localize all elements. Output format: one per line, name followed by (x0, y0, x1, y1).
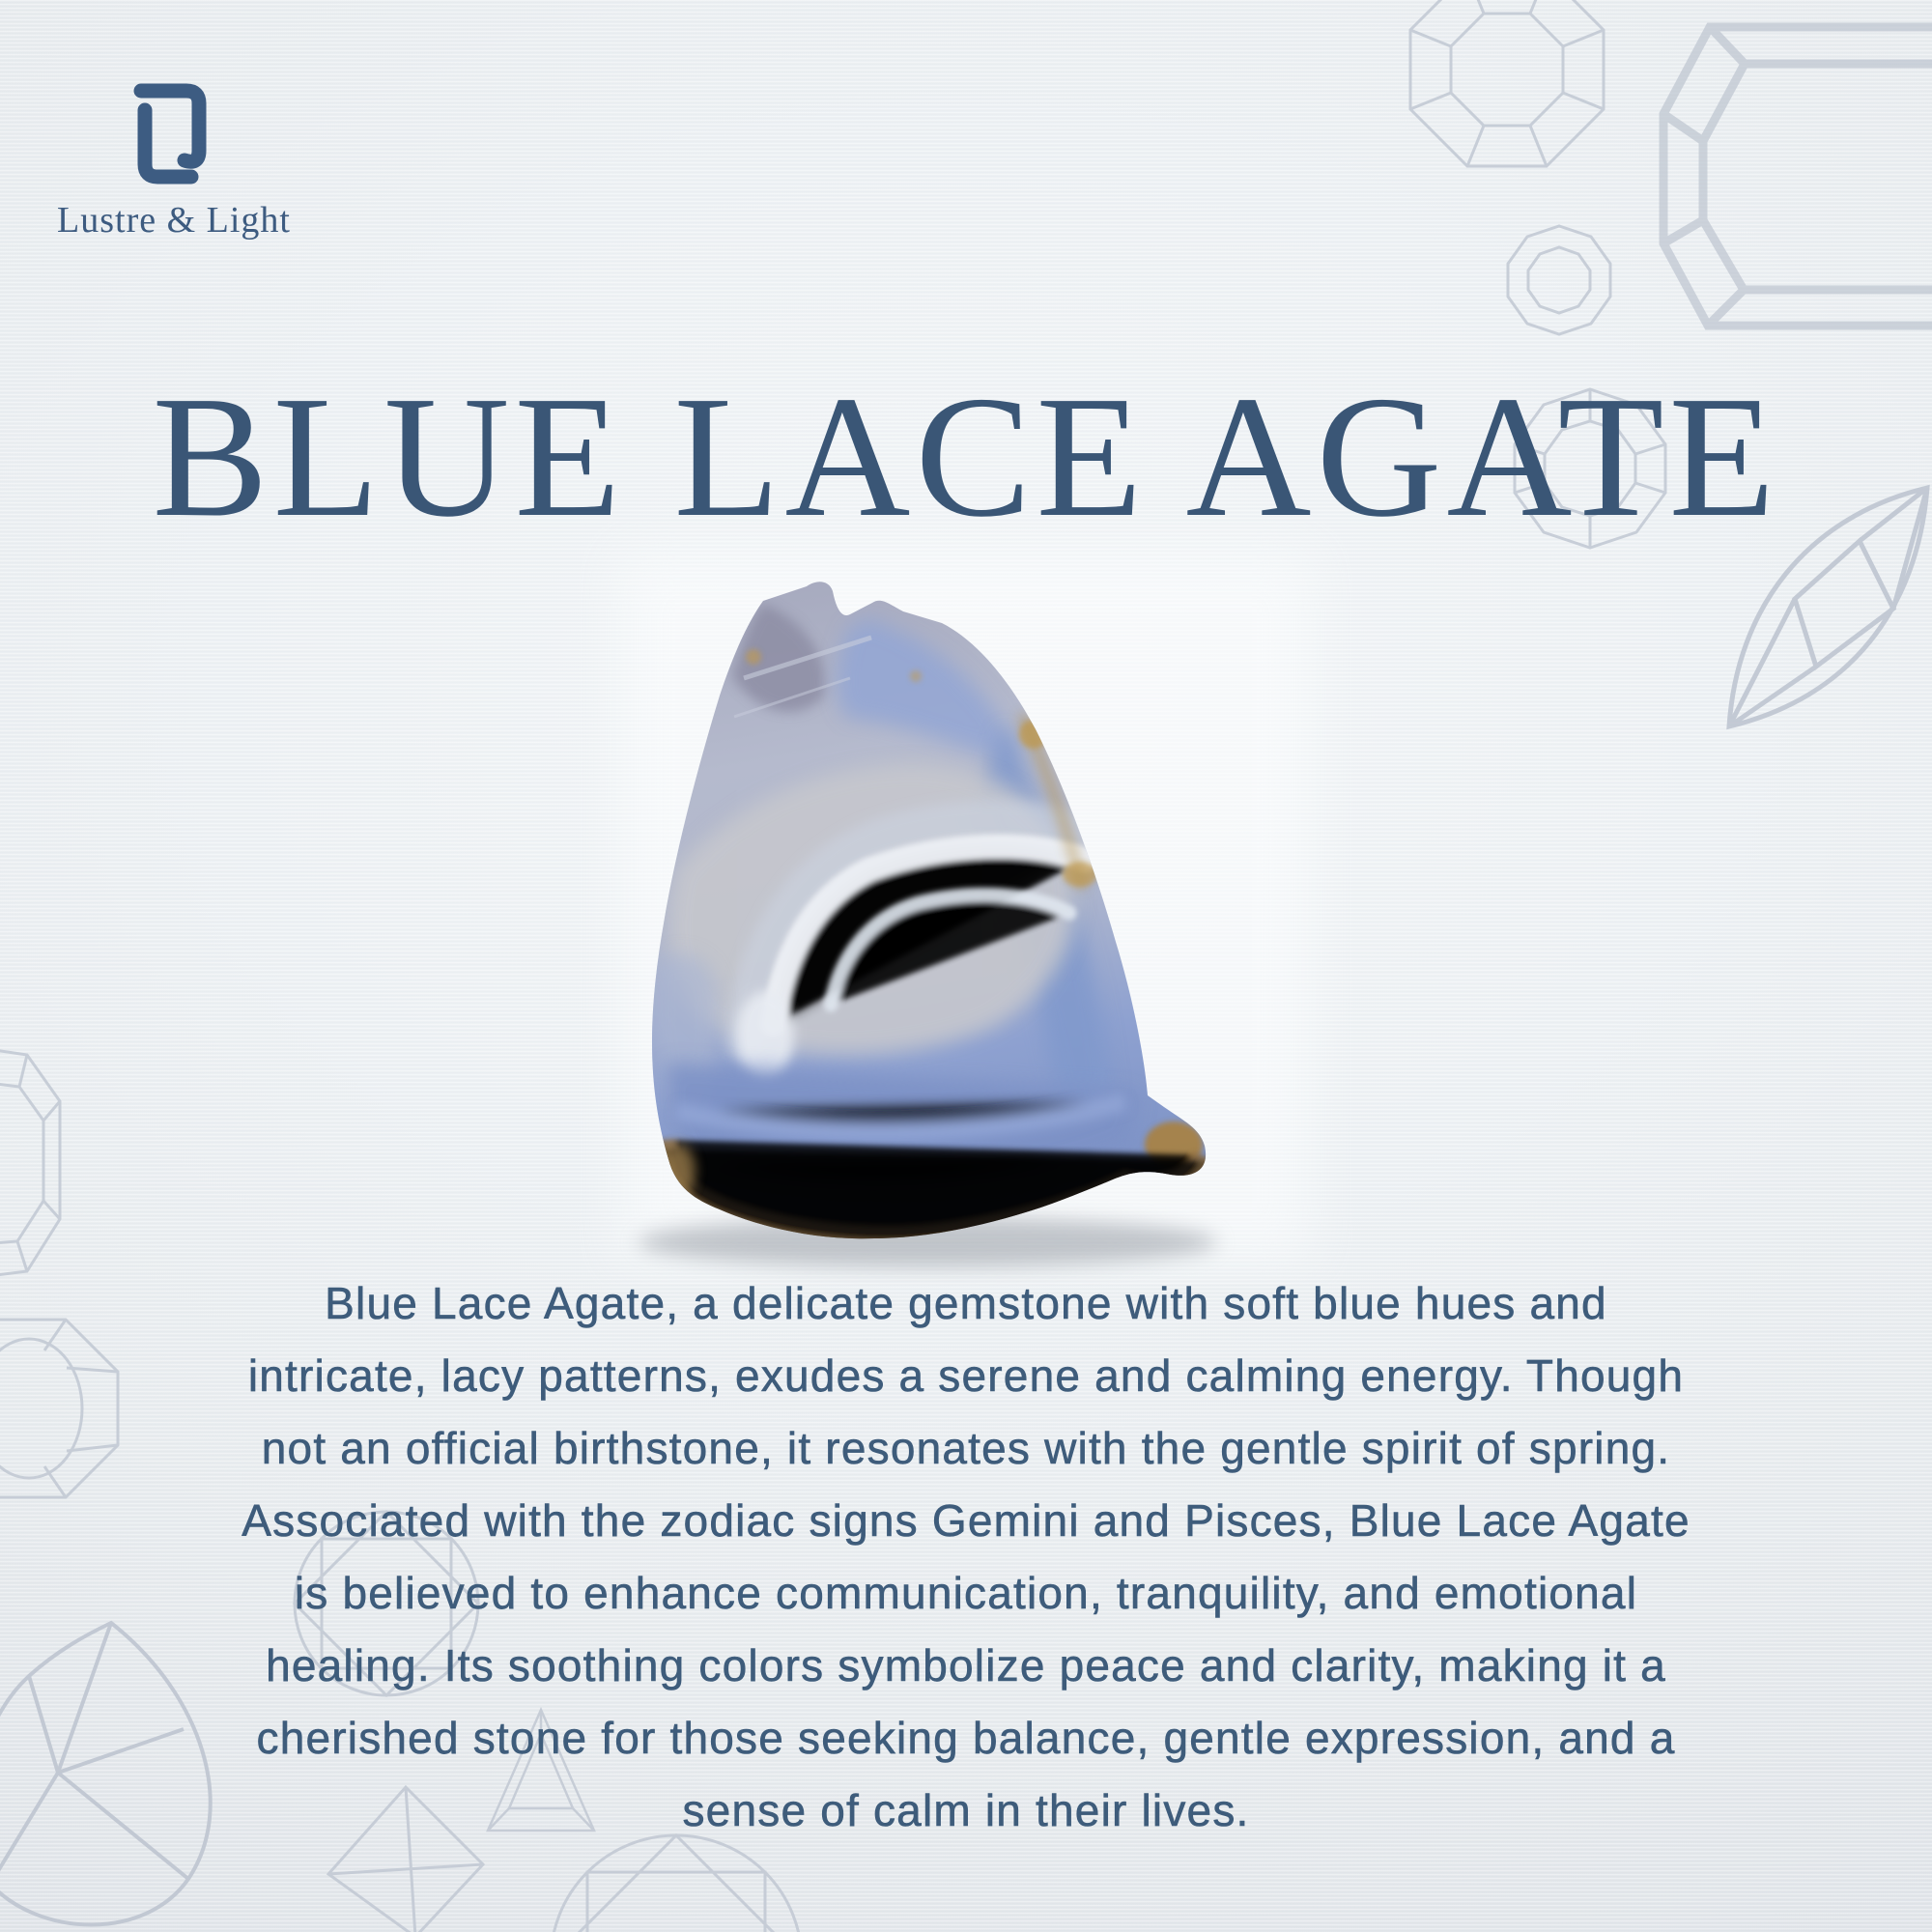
description-line: intricate, lacy patterns, exudes a serene and calming energy. Though (247, 1350, 1685, 1401)
description-paragraph (97, 1267, 1835, 1847)
decagon-gem-small-icon (1508, 226, 1610, 334)
blue-lace-agate-photo (580, 522, 1352, 1285)
brand-block (29, 77, 319, 242)
emerald-cut-gem-icon (1663, 27, 1932, 326)
description-line: cherished stone for those seeking balance, gentle expression, and a (256, 1713, 1676, 1763)
emerald-cut-vertical-gem-icon (0, 1048, 60, 1277)
octagon-gem-icon (1410, 0, 1604, 166)
brand-name: Lustre & Light (57, 200, 291, 241)
description-line: Blue Lace Agate, a delicate gemstone with soft blue hues and (325, 1278, 1607, 1328)
description-line: not an official birthstone, it resonates with the gentle spirit of spring. (261, 1423, 1671, 1473)
lustre-light-frame-icon (129, 77, 218, 191)
description-line: sense of calm in their lives. (682, 1785, 1250, 1835)
description-line: Associated with the zodiac signs Gemini and Pisces, Blue Lace Agate (242, 1495, 1690, 1546)
page-title: BLUE LACE AGATE (152, 360, 1780, 553)
round-brilliant-bottom-gem-icon (551, 1835, 802, 1932)
description-line: healing. Its soothing colors symbolize peace and clarity, making it a (266, 1640, 1666, 1690)
description-line: is believed to enhance communication, tranquility, and emotional (294, 1568, 1638, 1618)
